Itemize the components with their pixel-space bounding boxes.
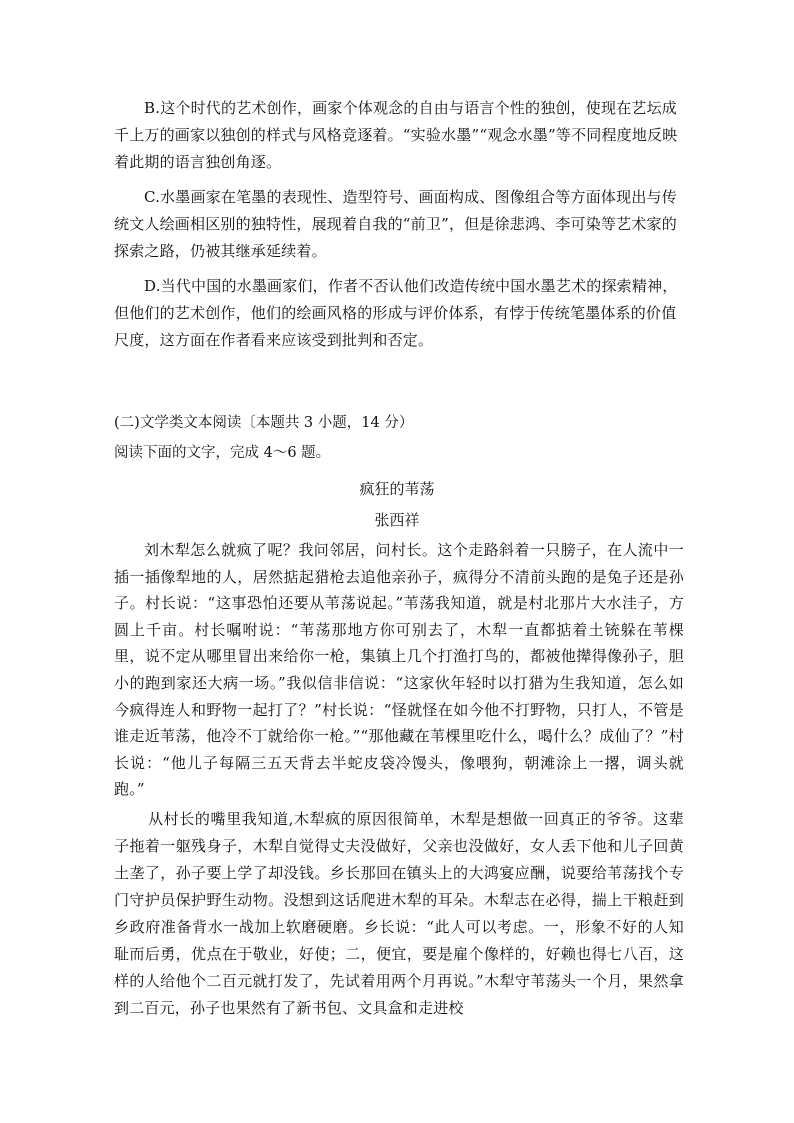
story-paragraph: 刘木犁怎么就疯了呢？我问邻居，问村长。这个走路斜着一只膀子，在人流中一插一插像犁地的人，居然掂起猎枪去追他亲孙子，疯得分不清前头跑的是兔子还是孙子。村长说：“这事恐怕还要从苇荡说起。”苇荡我知道，就是村北那片大水洼子，方圆上千亩。村长嘱咐说：“苇荡那地方你可别去了，木犁一直都掂着土铳躲在苇棵里，说不定从哪里冒出来给你一枪，集镇上几个打渔打鸟的，都被他撵得像孙子，胆小的跑到家还大病一场。”我似信非信说：“这家伙年轻时以打猎为生我知道，怎么如今疯得连人和野物一起打了？”村长说：“怪就怪在如今他不打野物，只打人，不管是谁走近苇荡，他冷不丁就给你一枪。”“那他藏在苇棵里吃什么，喝什么？成仙了？”村长说：“他儿子每隔三五天背去半蛇皮袋冷馒头，像喂狗，朝滩涂上一撂，调头就跑。”: [114, 541, 684, 799]
story-title: 疯狂的苇荡: [359, 480, 435, 498]
option-b: B.这个时代的艺术创作，画家个体观念的自由与语言个性的独创，使现在艺坛成千上万的画家以独创的样式与风格竞逐着。“实验水墨”“观念水墨”等不同程度地反映着此期的语言独创角逐。: [114, 99, 678, 171]
story-body: [114, 537, 684, 1022]
story-author: 张西祥: [374, 511, 420, 529]
section-heading: (二)文学类文本阅读〔本题共 3 小题，14 分）: [114, 415, 414, 431]
section-instruction: 阅读下面的文字，完成 4～6 题。: [114, 445, 331, 461]
answer-options: [114, 95, 684, 354]
option-c: C.水墨画家在笔墨的表现性、造型符号、画面构成、图像组合等方面体现出与传统文人绘画相区别的独特性，展现着自我的“前卫”，但是徐悲鸿、李可染等艺术家的探索之路，仍被其继承延续着。: [114, 188, 677, 260]
story-paragraph: 从村长的嘴里我知道,木犁疯的原因很简单，木犁是想做一回真正的爷爷。这辈子拖着一躯残身子，木犁自觉得丈夫没做好，父亲也没做好，女人丢下他和儿子回黄土垄了，孙子要上学了却没钱。乡长那回在镇头上的大鸿宴应酬，说要给苇荡找个专门守护员保护野生动物。没想到这话爬进木犁的耳朵。木犁志在必得，揣上干粮赶到乡政府准备背水一战加上软磨硬磨。乡长说：“此人可以考虑。一，形象不好的人知耻而后勇，优点在于敬业，好使；二，便宜，要是雇个像样的，好赖也得七八百，这样的人给他个二百元就打发了，先试着用两个月再说。”木犁守苇荡头一个月，果然拿到二百元，孙子也果然有了新书包、文具盒和走进校: [114, 809, 684, 1017]
option-d: D.当代中国的水墨画家们，作者不否认他们改造传统中国水墨艺术的探索精神，但他们的艺术创作，他们的绘画风格的形成与评价体系，有悖于传统笔墨体系的价值尺度，这方面在作者看来应该受到批判和否定。: [114, 277, 678, 349]
